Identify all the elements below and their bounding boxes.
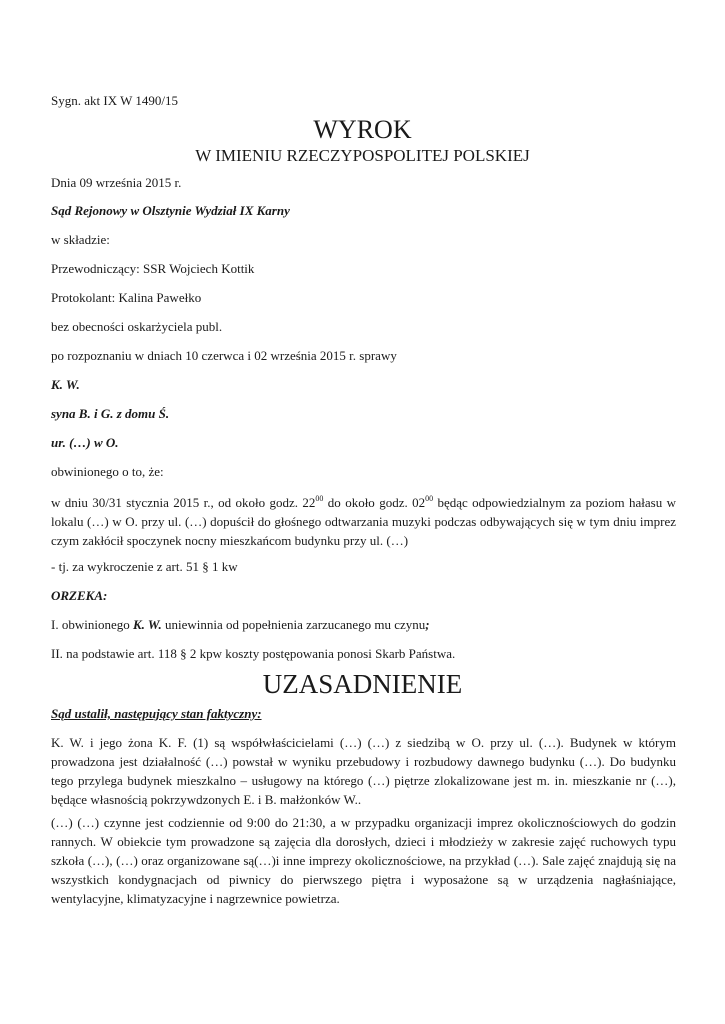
prosecutor-note: bez obecności oskarżyciela publ. [51, 319, 223, 334]
accusation-intro: obwinionego o to, że: [51, 464, 164, 479]
judgment-date: Dnia 09 września 2015 r. [51, 175, 182, 190]
ruling-item-1 [51, 615, 676, 634]
charge-paragraph [51, 493, 676, 550]
charge-text-part: w dniu 30/31 stycznia 2015 r., od około godz. 22 [51, 495, 316, 510]
defendant-name: K. W. [51, 377, 80, 392]
charge-time-superscript: 00 [315, 494, 324, 503]
justification-title: UZASADNIENIE [262, 669, 463, 699]
defendant-birth: ur. (…) w O. [51, 435, 119, 450]
justification-paragraph-1: K. W. i jego żona K. F. (1) są współwłaścicielami (…) (…) z siedzibą w O. przy ul. (…). Budynek w którym prowadzona jest działalność (…) powstał w wyniku przebudowy i rozbudowy dawnego budynku (…). Do budynku tego przylega budynek mieszkalno – usługowy na którego (…) piętrze zlokalizowane jest m. in. mieszkanie nr (…), będące własnością pokrzywdzonych E. i B. małżonków W.. [51, 735, 676, 807]
document-title: WYROK [313, 115, 412, 144]
composition-label: w składzie: [51, 232, 110, 247]
ruling-defendant-name: K. W. [132, 617, 162, 632]
hearing-dates: po rozpoznaniu w dniach 10 czerwca i 02 września 2015 r. sprawy [51, 348, 397, 363]
case-signature: Sygn. akt IX W 1490/15 [51, 93, 178, 108]
justification-paragraph-2: (…) (…) czynne jest codziennie od 9:00 do 21:30, a w przypadku organizacji imprez okolicznościowych do godzin rannych. W obiekcie tym prowadzone są zajęcia dla dorosłych, dzieci i młodzieży w zakresie zajęć ruchowych typu szkoła (…), (…) oraz organizowane są(…)i inne imprezy okolicznościowe, na przykład (…). Sale zajęć znajdują się na wszystkich kondygnacjach od piwnicy do pierwszego piętra i wyposażone są w urządzenia nagłaśniające, wentylacyjne, klimatyzacyjne i nagrzewnice powietrza. [51, 815, 676, 906]
ruling-item-2: II. na podstawie art. 118 § 2 kpw koszty postępowania ponosi Skarb Państwa. [51, 646, 456, 661]
charge-time-superscript: 00 [425, 494, 434, 503]
document-subtitle: W IMIENIU RZECZYPOSPOLITEJ POLSKIEJ [195, 146, 530, 165]
ruling-item-text: uniewinnia od popełnienia zarzucanego mu czynu [161, 617, 426, 632]
ruling-item-text: I. obwinionego [51, 617, 133, 632]
offense-article: - tj. za wykroczenie z art. 51 § 1 kw [51, 559, 238, 574]
court-clerk: Protokolant: Kalina Pawełko [51, 290, 202, 305]
ruling-item-end: ; [425, 617, 430, 632]
presiding-judge: Przewodniczący: SSR Wojciech Kottik [51, 261, 255, 276]
findings-heading: Sąd ustalił, następujący stan faktyczny: [51, 706, 262, 721]
charge-text-part: do około godz. 02 [323, 495, 426, 510]
charge-text-part: będąc odpowiedzialnym za poziom hałasu w lokalu (…) w O. przy ul. (…) dopuścił do głośnego odtwarzania muzyki podczas odbywających się w tym dniu imprez czym zakłócił spoczynek nocny mieszkańcom budynku przy ul. (…) [51, 495, 676, 548]
defendant-parents: syna B. i G. z domu Ś. [51, 406, 170, 421]
court-name: Sąd Rejonowy w Olsztynie Wydział IX Karny [51, 203, 290, 218]
ruling-heading: ORZEKA: [51, 588, 108, 603]
